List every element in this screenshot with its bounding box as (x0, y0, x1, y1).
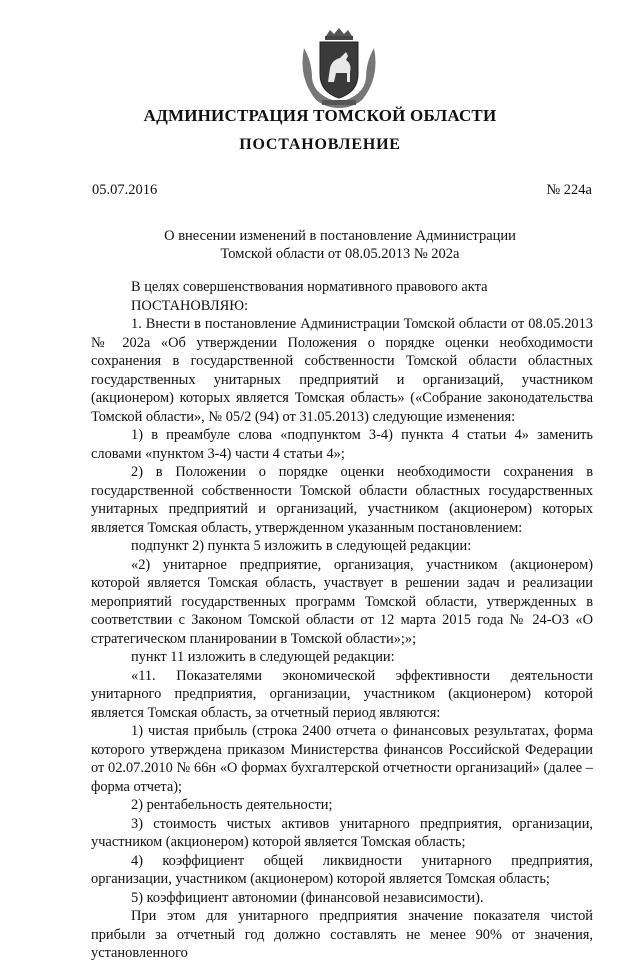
organization-name: АДМИНИСТРАЦИЯ ТОМСКОЙ ОБЛАСТИ (143, 106, 497, 125)
paragraph: 5) коэффициент автономии (финансовой независимости). (131, 889, 484, 906)
paragraph: 2) рентабельность деятельности; (131, 797, 333, 813)
subject-line: Томской области от 08.05.2013 № 202а (220, 246, 460, 262)
document-number: № 224а (546, 182, 592, 198)
paragraph: ПОСТАНОВЛЯЮ: (131, 297, 249, 314)
paragraph: пункт 11 изложить в следующей редакции: (131, 649, 395, 665)
document-body (91, 278, 593, 963)
subject-line: О внесении изменений в постановление Администрации (164, 228, 516, 244)
paragraph: В целях совершенствования нормативного правового акта (131, 279, 488, 295)
document-date: 05.07.2016 (92, 182, 158, 198)
document-type-title: ПОСТАНОВЛЕНИЕ (239, 136, 401, 153)
paragraph: 1) чистая прибыль (строка 2400 отчета о финансовых результатах, форма которого утверждена приказом Министерства финансов Российской Федерации от 02.07.2010 № 66н «О формах бухгалтерской отчетности организаций» (далее – форма отчета); (91, 723, 593, 795)
paragraph: «2) унитарное предприятие, организация, участником (акционером) которой является Томская область, участвует в решении задач и реализации мероприятий государственных программ Томской области, утвержденных в соответствии с Законом Томской области от 12 марта 2015 года № 24-ОЗ «О стратегическом планировании в Томской области»;»; (91, 556, 593, 647)
paragraph: 3) стоимость чистых активов унитарного предприятия, организации, участником (акционером) которой является Томская область; (91, 815, 593, 850)
paragraph: «11. Показателями экономической эффективности деятельности унитарного предприятия, организации, участником (акционером) которой является Томская область, за отчетный период являются: (91, 667, 593, 721)
paragraph: При этом для унитарного предприятия значение показателя чистой прибыли за отчетный год должно составлять не менее 90% от значения, установленного (91, 908, 593, 961)
paragraph: 1) в преамбуле слова «подпунктом 3-4) пункта 4 статьи 4» заменить словами «пунктом 3-4) части 4 статьи 4»; (91, 427, 593, 462)
paragraph: подпункт 2) пункта 5 изложить в следующей редакции: (131, 538, 472, 554)
tomsk-coat-of-arms-icon (296, 28, 382, 110)
paragraph: 2) в Положении о порядке оценки необходимости сохранения в государственной собственности Томской области областных государственных унитарных предприятий и организаций, участником (акционером) которых является Томская область, утвержденном указанным постановлением: (91, 464, 593, 536)
paragraph: 1. Внести в постановление Администрации Томской области от 08.05.2013 № 202а «Об утверждении Положения о порядке оценки необходимости сохранения в государственной собственности Томской области областных государственных унитарных предприятий и организаций, участником (акционером) которых является Томская область» («Собрание законодательства Томской области», № 05/2 (94) от 31.05.2013) следующие изменения: (91, 316, 593, 425)
paragraph: 4) коэффициент общей ликвидности унитарного предприятия, организации, участником (акционером) которой является Томская область; (91, 852, 593, 887)
document-subject (150, 227, 530, 263)
